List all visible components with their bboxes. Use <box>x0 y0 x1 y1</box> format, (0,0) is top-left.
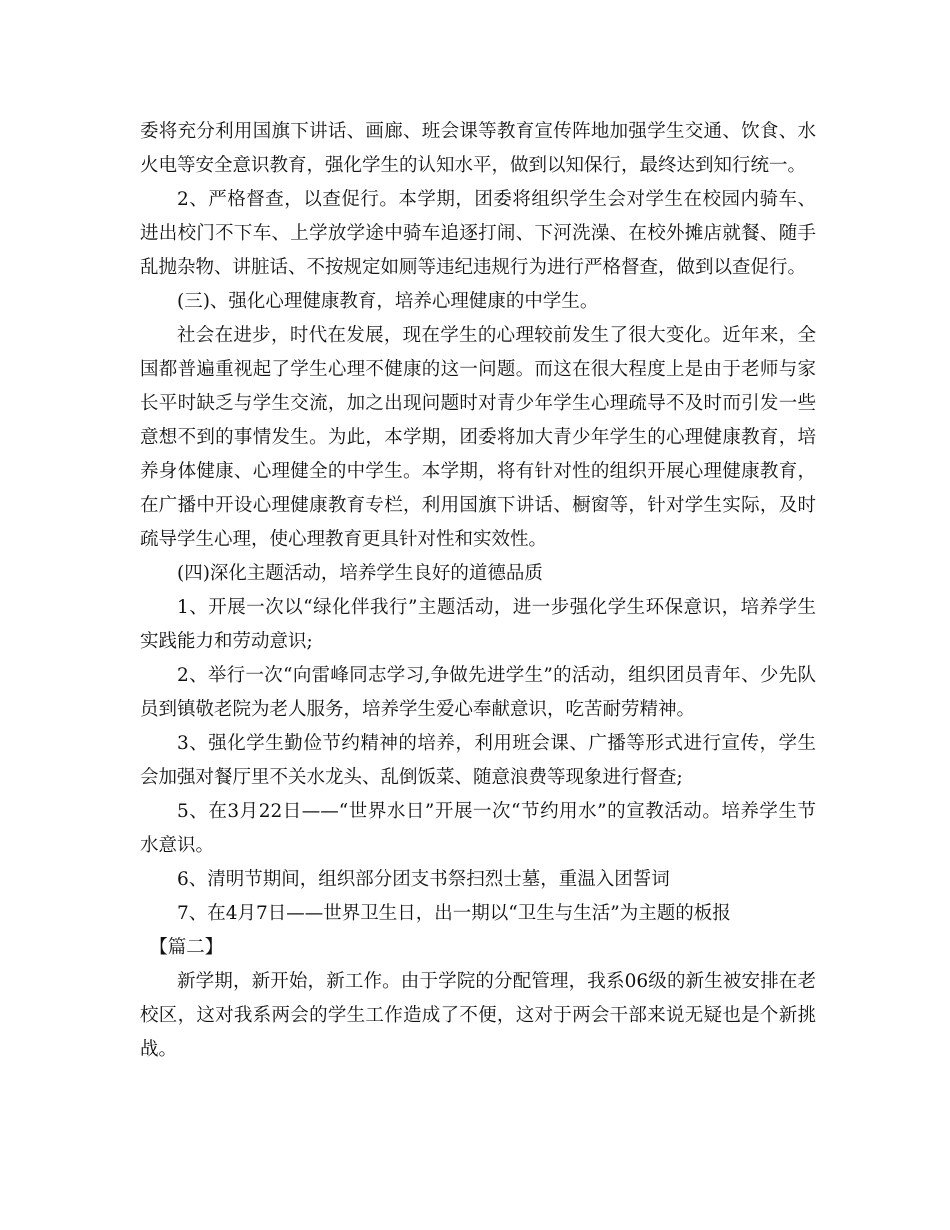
section-heading-mental-health: (三)、强化心理健康教育，培养心理健康的中学生。 <box>177 291 599 312</box>
document-body <box>140 115 816 1067</box>
section-heading-theme-activities: (四)深化主题活动，培养学生良好的道德品质 <box>177 563 543 584</box>
list-item-thrift: 3、强化学生勤俭节约精神的培养，利用班会课、广播等形式进行宣传，学生会加强对餐厅里不关水龙头、乱倒饭菜、随意浪费等现象进行督查; <box>140 733 816 788</box>
paragraph-safety-education: 委将充分利用国旗下讲话、画廊、班会课等教育宣传阵地加强学生交通、饮食、水火电等安全意识教育，强化学生的认知水平，做到以知保行，最终达到知行统一。 <box>140 121 816 176</box>
list-item-qingming: 6、清明节期间，组织部分团支书祭扫烈士墓，重温入团誓词 <box>177 869 670 890</box>
paragraph-new-semester: 新学期，新开始，新工作。由于学院的分配管理，我系06级的新生被安排在老校区，这对我系两会的学生工作造成了不便，这对于两会干部来说无疑也是个新挑战。 <box>140 971 816 1060</box>
list-item-greening: 1、开展一次以“绿化伴我行”主题活动，进一步强化学生环保意识，培养学生实践能力和劳动意识; <box>140 597 816 652</box>
section-heading-part-two: 【篇二】 <box>149 937 224 958</box>
list-item-world-health-day: 7、在4月7日——世界卫生日，出一期以“卫生与生活”为主题的板报 <box>177 903 731 924</box>
list-item-learn-from-lei-feng: 2、举行一次“向雷峰同志学习,争做先进学生”的活动，组织团员青年、少先队员到镇敬老院为老人服务，培养学生爱心奉献意识，吃苦耐劳精神。 <box>140 665 816 720</box>
list-item-world-water-day: 5、在3月22日——“世界水日”开展一次“节约用水”的宣教活动。培养学生节水意识。 <box>140 801 816 856</box>
paragraph-mental-health: 社会在进步，时代在发展，现在学生的心理较前发生了很大变化。近年来，全国都普遍重视起了学生心理不健康的这一问题。而这在很大程度上是由于老师与家长平时缺乏与学生交流，加之出现问题时对青少年学生心理疏导不及时而引发一些意想不到的事情发生。为此，本学期，团委将加大青少年学生的心理健康教育，培养身体健康、心理健全的中学生。本学期，将有针对性的组织开展心理健康教育，在广播中开设心理健康教育专栏，利用国旗下讲话、橱窗等，针对学生实际，及时疏导学生心理，使心理教育更具针对性和实效性。 <box>140 325 816 550</box>
paragraph-strict-supervision: 2、严格督查，以查促行。本学期，团委将组织学生会对学生在校园内骑车、进出校门不下车、上学放学途中骑车追逐打闹、下河洗澡、在校外摊店就餐、随手乱抛杂物、讲脏话、不按规定如厕等违纪违规行为进行严格督查，做到以查促行。 <box>140 189 816 278</box>
